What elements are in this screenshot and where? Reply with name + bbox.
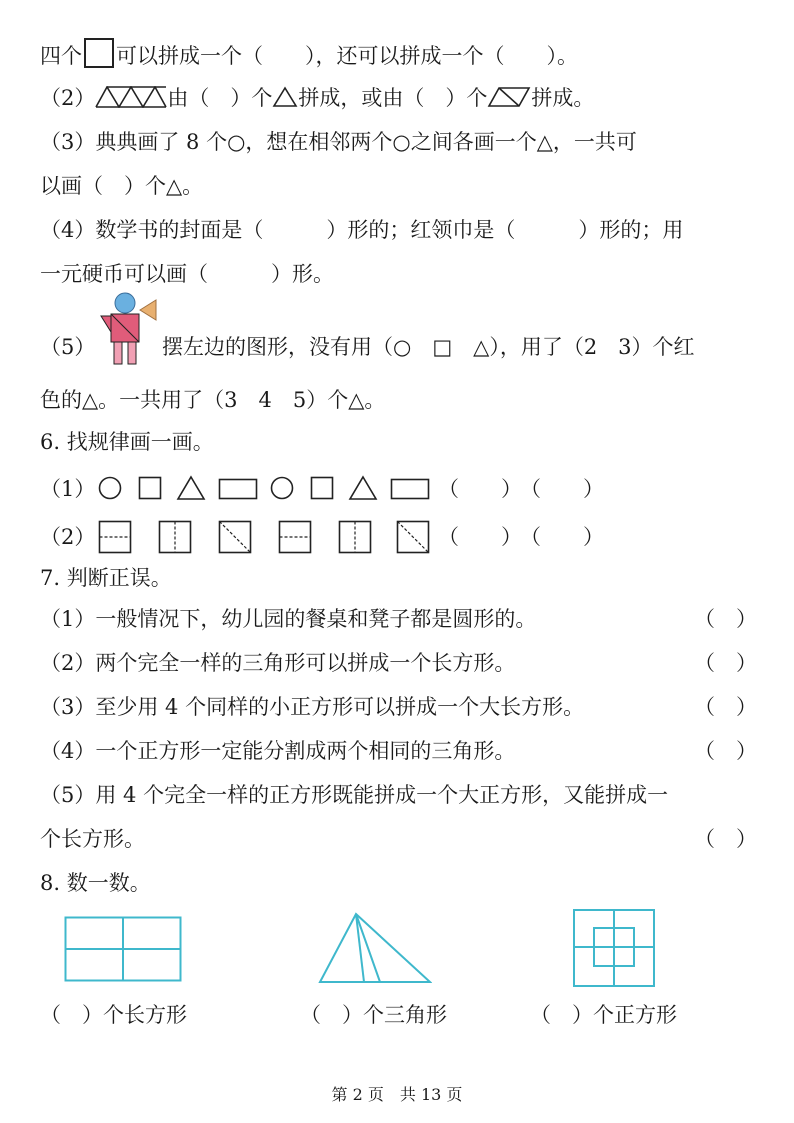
q7-item-1: （1）一般情况下，幼儿园的餐桌和凳子都是圆形的。	[40, 607, 537, 631]
triangle-icon	[176, 475, 206, 501]
q7-item-3-answer: （ ）	[694, 695, 757, 719]
q5-5-line2: 色的△。一共用了（3 4 5）个△。	[40, 388, 386, 412]
q5-2-text-c: 拼成。	[531, 86, 595, 110]
q6-row2-answer-2: （ ）	[520, 525, 604, 549]
square-dashed-horizontal-icon	[278, 520, 312, 554]
person-figure-icon	[98, 292, 160, 368]
q7-item-3: （3）至少用 4 个同样的小正方形可以拼成一个大长方形。	[40, 695, 585, 719]
q7-item-4-answer: （ ）	[694, 739, 757, 763]
square-dashed-diagonal-icon	[396, 520, 430, 554]
square-icon	[84, 38, 114, 68]
q5-2-text-a: 由（ ）个	[167, 86, 273, 110]
q5-2-text-b: 拼成，或由（ ）个	[298, 86, 488, 110]
q8-caption-2: （ ）个三角形	[300, 1003, 447, 1027]
square-dashed-horizontal-icon	[98, 520, 132, 554]
rectangle-icon	[218, 478, 258, 500]
q7-item-5: （5）用 4 个完全一样的正方形既能拼成一个大正方形，又能拼成一	[40, 783, 669, 807]
triangle-icon	[272, 86, 298, 108]
square-icon	[138, 476, 162, 500]
q8-caption-1: （ ）个长方形	[40, 1003, 187, 1027]
q7-item-5-line2: 个长方形。	[40, 827, 145, 851]
square-dashed-vertical-icon	[338, 520, 372, 554]
q6-row2-label: （2）	[40, 525, 96, 549]
q5-3-line2: 以画（ ）个△。	[40, 174, 204, 198]
q7-item-2-answer: （ ）	[694, 651, 757, 675]
parallelogram-icon	[487, 86, 531, 108]
q5-2-line	[40, 83, 594, 113]
q5-2-label: （2）	[40, 86, 96, 110]
q5-4-line1: （4）数学书的封面是（ ）形的；红领巾是（ ）形的；用	[40, 218, 684, 242]
q5-4-line2: 一元硬币可以画（ ）形。	[40, 262, 334, 286]
q7-item-4: （4）一个正方形一定能分割成两个相同的三角形。	[40, 739, 516, 763]
triangle-strip-icon	[95, 86, 167, 108]
q5-5-line1: 摆左边的图形，没有用（○ □ △），用了（2 3）个红	[162, 335, 695, 359]
square-icon	[310, 476, 334, 500]
triangle-split-figure	[318, 912, 432, 984]
square-dashed-diagonal-icon	[218, 520, 252, 554]
page-footer: 第 2 页 共 13 页	[331, 1085, 463, 1104]
q6-row-2	[40, 518, 740, 558]
rectangle-icon	[390, 478, 430, 500]
q6-row1-answer-2: （ ）	[520, 477, 604, 501]
q5-tail-text-b: 可以拼成一个（ ），还可以拼成一个（ ）。	[116, 44, 578, 68]
circle-icon	[270, 476, 294, 500]
q7-item-1-answer: （ ）	[694, 607, 757, 631]
q5-tail-text-a: 四个	[40, 44, 82, 68]
q5-3-line1: （3）典典画了 8 个○，想在相邻两个○之间各画一个△，一共可	[40, 130, 637, 154]
q5-5-label: （5）	[40, 335, 96, 359]
square-dashed-vertical-icon	[158, 520, 192, 554]
q6-row1-label: （1）	[40, 477, 96, 501]
q6-row1-answer-1: （ ）	[438, 477, 522, 501]
rectangle-grid-figure	[64, 916, 182, 982]
q5-tail-line	[40, 38, 578, 71]
q8-caption-3: （ ）个正方形	[530, 1003, 677, 1027]
q7-title: 7. 判断正误。	[40, 566, 172, 590]
triangle-icon	[348, 475, 378, 501]
q6-row2-answer-1: （ ）	[438, 525, 522, 549]
q7-item-5-answer: （ ）	[694, 827, 757, 851]
q7-item-2: （2）两个完全一样的三角形可以拼成一个长方形。	[40, 651, 516, 675]
q6-title: 6. 找规律画一画。	[40, 430, 214, 454]
q6-row-1	[40, 470, 740, 510]
nested-squares-figure	[572, 908, 656, 988]
circle-icon	[98, 476, 122, 500]
q8-title: 8. 数一数。	[40, 871, 151, 895]
